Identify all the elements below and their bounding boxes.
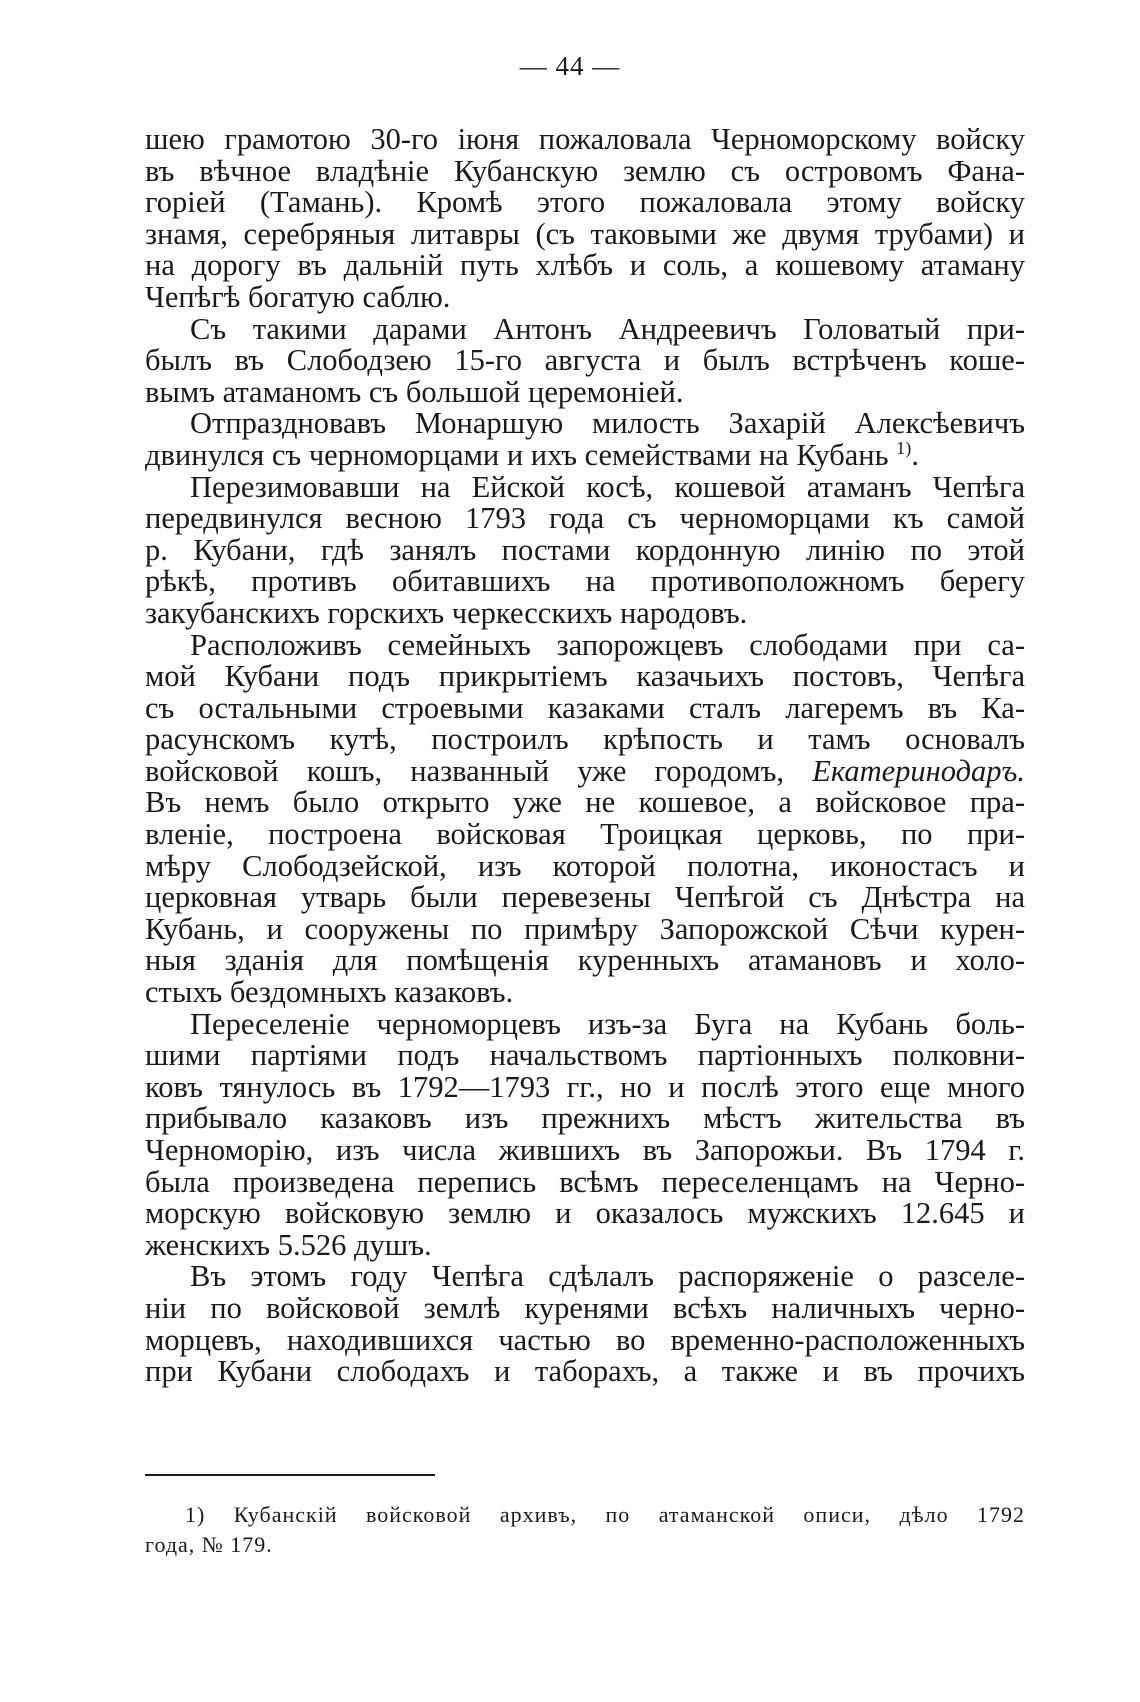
text-line: горіей (Тамань). Кромѣ этого пожаловала этому войску xyxy=(145,185,1025,220)
text-line: двинулся съ черноморцами и ихъ семействами на Кубань $^{1)}$. xyxy=(145,437,920,472)
text-line: при Кубани слободахъ и таборахъ, а также и въ прочихъ xyxy=(145,1354,1025,1389)
city-name-italic: Екатеринодаръ. xyxy=(812,753,1026,788)
text-line: р. Кубани, гдѣ занялъ постами кордонную линію по этой xyxy=(145,532,1025,567)
text-line: былъ въ Слободзею 15-го августа и былъ встрѣченъ коше- xyxy=(145,343,1025,378)
paragraph-7 xyxy=(145,1261,1025,1387)
text-line xyxy=(145,753,1026,788)
text-line: расунскомъ кутѣ, построилъ крѣпость и тамъ основалъ xyxy=(145,722,1025,757)
paragraph-2 xyxy=(145,311,1025,409)
text-line: Въ этомъ году Чепѣга сдѣлалъ распоряженіе о разселе- xyxy=(190,1259,1025,1294)
paragraph-3 xyxy=(145,408,1025,471)
text-line: знамя, серебряныя литавры (съ таковыми же двумя трубами) и xyxy=(145,216,1025,251)
text-line: Отпраздновавъ Монаршую милость Захарій Алексѣевичъ xyxy=(190,406,1025,441)
text-line-content: войсковой кошъ, названный уже городомъ, xyxy=(145,753,785,788)
text-line: передвинулся весною 1793 года съ черноморцами къ самой xyxy=(145,501,1025,536)
text-line: церковная утварь были перевезены Чепѣгой съ Днѣстра на xyxy=(145,880,1025,915)
text-line: морцевъ, находившихся частью во временно-расположенныхъ xyxy=(145,1322,1025,1357)
text-line: съ остальными строевыми казаками сталъ лагеремъ въ Ка- xyxy=(145,690,1025,725)
text-line: ныя зданія для помѣщенія куренныхъ атамановъ и холо- xyxy=(145,943,1025,978)
footnote-line: года, № 179. xyxy=(145,1532,273,1557)
footnote-line xyxy=(145,1500,1025,1530)
text-line: вленіе, построена войсковая Троицкая церковь, по при- xyxy=(145,817,1025,852)
text-line: вымъ атаманомъ съ большой церемоніей. xyxy=(145,374,684,409)
text-line: стыхъ бездомныхъ казаковъ. xyxy=(145,975,514,1010)
text-line-content: двинулся съ черноморцами и ихъ семействами на Кубань xyxy=(145,437,889,472)
text-line: Въ немъ было открыто уже не кошевое, а войсковое пра- xyxy=(145,785,1025,820)
text-line: закубанскихъ горскихъ черкесскихъ народовъ. xyxy=(145,595,748,630)
text-line: мой Кубани подъ прикрытіемъ казачьихъ постовъ, Чепѣга xyxy=(145,659,1025,694)
text-line: Чепѣгѣ богатую саблю. xyxy=(145,279,451,314)
main-text xyxy=(145,124,1025,1388)
text-line: Съ такими дарами Антонъ Андреевичъ Головатый при- xyxy=(190,311,1025,346)
text-line: ніи по войсковой землѣ куренями всѣхъ наличныхъ черно- xyxy=(145,1290,1025,1325)
text-line: женскихъ 5.526 душъ. xyxy=(145,1227,432,1262)
paragraph-4 xyxy=(145,469,1025,630)
text-line: Расположивъ семейныхъ запорожцевъ слободами при са- xyxy=(190,627,1025,662)
text-line: рѣкѣ, противъ обитавшихъ на противоположномъ берегу xyxy=(145,564,1025,599)
paragraph-1 xyxy=(145,124,1025,314)
paragraph-6 xyxy=(145,1006,1025,1262)
page-number: — 44 — xyxy=(519,51,621,81)
footnote-mark: 1) xyxy=(185,1502,206,1527)
footnote xyxy=(145,1500,1025,1560)
text-line: мѣру Слободзейской, изъ которой полотна, иконостасъ и xyxy=(145,848,1025,883)
footnote-reference: 1) xyxy=(896,437,912,458)
paragraph-5 xyxy=(145,627,1026,1010)
footnote-divider xyxy=(145,1474,435,1476)
text-line: ковъ тянулось въ 1792—1793 гг., но и послѣ этого еще много xyxy=(145,1069,1025,1104)
footnote-text: Кубанскій войсковой архивъ, по атаманской описи, дѣло 1792 xyxy=(233,1502,1026,1527)
text-line: была произведена перепись всѣмъ переселенцамъ на Черно- xyxy=(145,1164,1025,1199)
text-line: на дорогу въ дальній путь хлѣбъ и соль, а кошевому атаману xyxy=(145,248,1025,283)
text-line: шими партіями подъ начальствомъ партіонныхъ полковни- xyxy=(145,1038,1025,1073)
text-line: Черноморію, изъ числа жившихъ въ Запорожьи. Въ 1794 г. xyxy=(145,1133,1025,1167)
text-line: морскую войсковую землю и оказалось мужскихъ 12.645 и xyxy=(145,1196,1025,1231)
text-line: шею грамотою 30-го іюня пожаловала Черноморскому войску xyxy=(145,122,1025,156)
text-line: Кубань, и сооружены по примѣру Запорожской Сѣчи курен- xyxy=(145,911,1025,946)
text-line: прибывало казаковъ изъ прежнихъ мѣстъ жительства въ xyxy=(145,1101,1025,1136)
text-line: Перезимовавши на Ейской косѣ, кошевой атаманъ Чепѣга xyxy=(190,469,1025,504)
text-line: въ вѣчное владѣніе Кубанскую землю съ островомъ Фана- xyxy=(145,153,1025,188)
text-line: Переселеніе черноморцевъ изъ-за Буга на Кубань боль- xyxy=(190,1006,1025,1041)
